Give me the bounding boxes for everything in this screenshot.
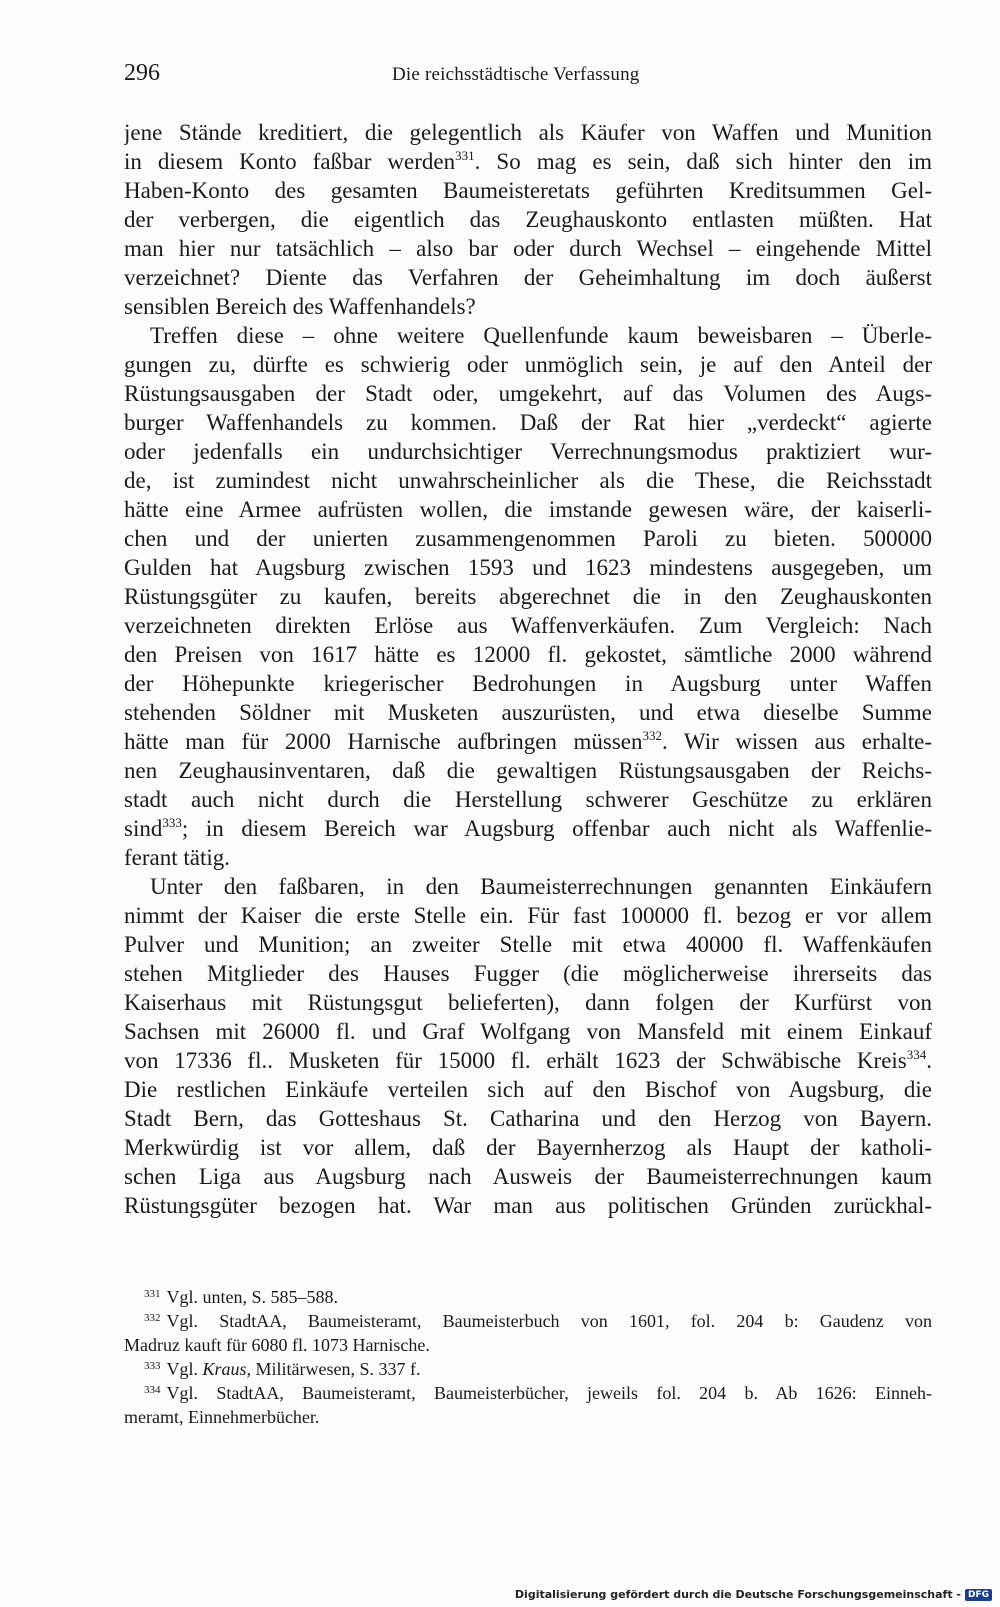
text-line	[124, 698, 932, 727]
text-line	[124, 147, 932, 176]
text-segment: nen Zeughausinventaren, daß die gewaltigen Rüstungsausgaben der Reichs-	[124, 758, 932, 783]
text-segment: burger Waffenhandels zu kommen. Daß der Rat hier „verdeckt“ agierte	[124, 410, 932, 435]
text-line	[124, 959, 932, 988]
text-segment: jene Stände kreditiert, die gelegentlich als Käufer von Waffen und Munition	[124, 120, 932, 145]
text-line	[124, 843, 932, 872]
text-segment: hätte eine Armee aufrüsten wollen, die imstande gewesen wäre, der kaiserli-	[124, 497, 932, 522]
text-segment: in diesem Konto faßbar werden	[124, 149, 456, 174]
footnote-text: Madruz kauft für 6080 fl. 1073 Harnische.	[124, 1335, 430, 1355]
text-line	[124, 234, 932, 263]
text-segment: stadt auch nicht durch die Herstellung schwerer Geschütze zu erklären	[124, 787, 932, 812]
text-line	[124, 1162, 932, 1191]
text-segment: den Preisen von 1617 hätte es 12000 fl. gekostet, sämtliche 2000 während	[124, 642, 932, 667]
footnote-text: Vgl.	[166, 1359, 203, 1379]
text-line	[124, 466, 932, 495]
text-segment: Gulden hat Augsburg zwischen 1593 und 1623 mindestens ausgegeben, um	[124, 555, 932, 580]
text-line	[124, 814, 932, 843]
author-name: Kraus,	[202, 1359, 252, 1379]
text-line	[124, 901, 932, 930]
text-line	[124, 1133, 932, 1162]
footnote-text: Vgl. StadtAA, Baumeisteramt, Baumeisterbücher, jeweils fol. 204 b. Ab 1626: Einneh-	[166, 1383, 932, 1403]
footnote-line	[124, 1309, 932, 1333]
text-line	[124, 1075, 932, 1104]
text-segment: Treffen diese – ohne weitere Quellenfunde kaum beweisbaren – Überle-	[150, 323, 932, 348]
text-segment: ; in diesem Bereich war Augsburg offenbar auch nicht als Waffenlie-	[181, 816, 932, 841]
text-segment: oder jedenfalls ein undurchsichtiger Verrechnungsmodus praktiziert wur-	[124, 439, 932, 464]
text-line	[124, 1104, 932, 1133]
text-segment: . Wir wissen aus erhalte-	[661, 729, 932, 754]
text-line	[124, 263, 932, 292]
text-line	[124, 669, 932, 698]
text-segment: Pulver und Munition; an zweiter Stelle mit etwa 40000 fl. Waffenkäufen	[124, 932, 932, 957]
text-line	[124, 350, 932, 379]
page-number: 296	[124, 60, 160, 86]
text-segment: schen Liga aus Augsburg nach Ausweis der Baumeisterrechnungen kaum	[124, 1164, 932, 1189]
footnote-text: Militärwesen, S. 337 f.	[251, 1359, 421, 1379]
text-segment: Rüstungsgüter zu kaufen, bereits abgerechnet die in den Zeughauskonten	[124, 584, 932, 609]
text-line	[124, 176, 932, 205]
text-line	[124, 205, 932, 234]
text-line	[124, 582, 932, 611]
text-segment: Kaiserhaus mit Rüstungsgut belieferten), dann folgen der Kurfürst von	[124, 990, 932, 1015]
text-segment: hätte man für 2000 Harnische aufbringen müssen	[124, 729, 643, 754]
text-segment: ferant tätig.	[124, 845, 231, 870]
text-segment: Haben-Konto des gesamten Baumeisteretats geführten Kreditsummen Gel-	[124, 178, 932, 203]
text-segment: sensiblen Bereich des Waffenhandels?	[124, 294, 476, 319]
text-segment: man hier nur tatsächlich – also bar oder durch Wechsel – eingehende Mittel	[124, 236, 932, 261]
footnote-number: 332	[144, 1312, 161, 1324]
text-segment: . So mag es sein, daß sich hinter den im	[474, 149, 932, 174]
footnotes	[124, 1285, 932, 1429]
footnote-text: Vgl. StadtAA, Baumeisteramt, Baumeisterbuch von 1601, fol. 204 b: Gaudenz von	[166, 1311, 932, 1331]
running-title: Die reichsstädtische Verfassung	[392, 64, 640, 85]
text-segment: stehen Mitglieder des Hauses Fugger (die möglicherweise ihrerseits das	[124, 961, 932, 986]
text-line	[124, 756, 932, 785]
text-segment: nimmt der Kaiser die erste Stelle ein. Für fast 100000 fl. bezog er vor allem	[124, 903, 932, 928]
text-line	[124, 437, 932, 466]
footnote-line	[124, 1333, 932, 1357]
footnote-text: meramt, Einnehmerbücher.	[124, 1407, 320, 1427]
text-line	[124, 495, 932, 524]
footnote-number: 331	[144, 1288, 161, 1300]
text-segment: Rüstungsausgaben der Stadt oder, umgekehrt, auf das Volumen des Augs-	[124, 381, 932, 406]
text-segment: Rüstungsgüter bezogen hat. War man aus politischen Gründen zurückhal-	[124, 1193, 932, 1218]
text-line	[124, 1017, 932, 1046]
text-line	[124, 1191, 932, 1220]
footnote-line	[124, 1381, 932, 1405]
text-segment: von 17336 fl.. Musketen für 15000 fl. erhält 1623 der Schwäbische Kreis	[124, 1048, 907, 1073]
text-segment: der verbergen, die eigentlich das Zeughauskonto entlasten müßten. Hat	[124, 207, 932, 232]
footnote-number: 333	[144, 1360, 161, 1372]
text-segment: chen und der unierten zusammengenommen Paroli zu bieten. 500000	[124, 526, 932, 551]
text-line	[124, 379, 932, 408]
footnote-reference: 332	[642, 728, 662, 743]
text-segment: de, ist zumindest nicht unwahrscheinlicher als die These, die Reichsstadt	[124, 468, 932, 493]
text-line	[124, 321, 932, 350]
text-segment: Die restlichen Einkäufe verteilen sich auf den Bischof von Augsburg, die	[124, 1077, 932, 1102]
footnote-number: 334	[144, 1384, 161, 1396]
footnote-reference: 333	[162, 815, 182, 830]
footnote-line	[124, 1405, 932, 1429]
text-line	[124, 292, 932, 321]
text-line	[124, 727, 932, 756]
text-line	[124, 524, 932, 553]
main-text	[124, 118, 932, 1220]
text-line	[124, 408, 932, 437]
text-line	[124, 118, 932, 147]
footnote-reference: 331	[455, 148, 475, 163]
text-line	[124, 1046, 932, 1075]
text-segment: stehenden Söldner mit Musketen auszurüsten, und etwa dieselbe Summe	[124, 700, 932, 725]
text-segment: .	[926, 1048, 932, 1073]
footnote-line	[124, 1285, 932, 1309]
text-segment: Unter den faßbaren, in den Baumeisterrechnungen genannten Einkäufern	[150, 874, 932, 899]
text-segment: verzeichnet? Diente das Verfahren der Geheimhaltung im doch äußerst	[124, 265, 932, 290]
text-segment: der Höhepunkte kriegerischer Bedrohungen in Augsburg unter Waffen	[124, 671, 932, 696]
text-segment: verzeichneten direkten Erlöse aus Waffenverkäufen. Zum Vergleich: Nach	[124, 613, 932, 638]
text-segment: Merkwürdig ist vor allem, daß der Bayernherzog als Haupt der katholi-	[124, 1135, 932, 1160]
text-line	[124, 640, 932, 669]
text-line	[124, 872, 932, 901]
credit-text: Digitalisierung gefördert durch die Deutsche Forschungsgemeinschaft -	[514, 1588, 961, 1601]
running-header	[124, 58, 924, 90]
footnote-line	[124, 1357, 932, 1381]
text-line	[124, 611, 932, 640]
text-line	[124, 988, 932, 1017]
text-line	[124, 930, 932, 959]
text-segment: Sachsen mit 26000 fl. und Graf Wolfgang von Mansfeld mit einem Einkauf	[124, 1019, 932, 1044]
dfg-logo: DFG	[965, 1589, 992, 1601]
text-line	[124, 785, 932, 814]
text-segment: Stadt Bern, das Gotteshaus St. Catharina und den Herzog von Bayern.	[124, 1106, 932, 1131]
footnote-reference: 334	[906, 1047, 927, 1062]
text-segment: gungen zu, dürfte es schwierig oder unmöglich sein, je auf den Anteil der	[124, 352, 932, 377]
text-segment: sind	[124, 816, 163, 841]
footnote-text: Vgl. unten, S. 585–588.	[166, 1287, 339, 1307]
text-line	[124, 553, 932, 582]
digitization-credit	[515, 1588, 992, 1601]
